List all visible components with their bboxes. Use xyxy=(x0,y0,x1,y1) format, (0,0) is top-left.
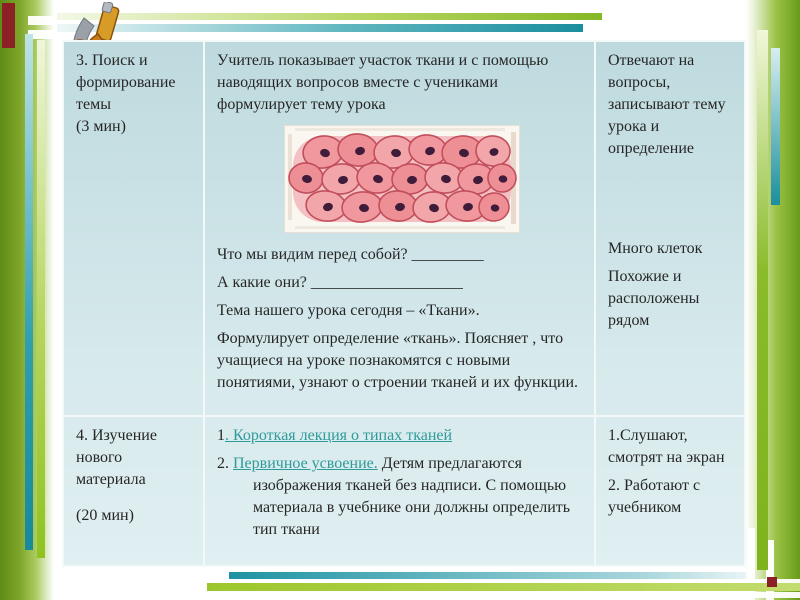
decor-lime-bar-right xyxy=(757,30,768,570)
decor-red-accent-bar xyxy=(2,3,15,48)
stage-duration: (20 мин) xyxy=(76,507,134,524)
decor-lime-bar-bottom xyxy=(207,583,800,591)
question-what-are-they: А какие они? ___________________ xyxy=(217,274,463,291)
lesson-topic-text: Тема нашего урока сегодня – «Ткани». xyxy=(217,302,480,319)
lesson-plan-table xyxy=(62,40,746,567)
teacher-activity-cell-1 xyxy=(205,42,596,417)
answer-similar-cells: Похожие и расположены рядом xyxy=(608,268,700,329)
primary-learning-text: Детям предлагаются изображения тканей без надписи. С помощью материала в учебнике они должны определить тип ткани xyxy=(253,455,571,538)
decor-teal-bar-left xyxy=(25,34,33,550)
item-number: 1 xyxy=(217,427,225,444)
decor-teal-bar-right xyxy=(771,48,780,205)
stage-duration: (3 мин) xyxy=(76,118,126,135)
teacher-activity-text: Учитель показывает участок ткани и с помощью наводящих вопросов вместе с учениками формулирует тему урока xyxy=(217,52,549,113)
lecture-item xyxy=(217,425,582,447)
stage-cell-search-topic xyxy=(64,42,205,417)
decor-white-stripe xyxy=(745,592,800,598)
stage-cell-new-material xyxy=(64,417,205,565)
epithelial-tissue-photo xyxy=(285,126,519,232)
primary-learning-item xyxy=(217,453,582,541)
definition-text: Формулирует определение «ткань». Поясняет , что учащиеся на уроке познакомятся с новыми понятиями, узнают о строении тканей и их функции. xyxy=(217,330,579,391)
student-activity-text: Отвечают на вопросы, записывают тему урока и определение xyxy=(608,52,726,157)
stage-title: 4. Изучение нового материала xyxy=(76,427,157,488)
student-textbook-text: 2. Работают с учебником xyxy=(608,477,701,516)
teacher-activity-cell-2 xyxy=(205,417,596,565)
student-activity-cell-2 xyxy=(596,417,744,565)
primary-learning-link[interactable]: Первичное усвоение. xyxy=(233,455,378,472)
item-number: 2. xyxy=(217,455,233,472)
student-activity-cell-1 xyxy=(596,42,744,417)
lecture-types-link[interactable]: . Короткая лекция о типах тканей xyxy=(225,427,453,444)
decor-teal-bar-bottom xyxy=(229,572,746,579)
answer-many-cells: Много клеток xyxy=(608,240,703,257)
stage-title: 3. Поиск и формирование темы xyxy=(76,52,176,113)
question-what-we-see: Что мы видим перед собой? _________ xyxy=(217,246,484,263)
decor-red-accent-square xyxy=(767,577,777,587)
decor-lime-bar-left xyxy=(37,40,45,558)
student-listen-text: 1.Слушают, смотрят на экран xyxy=(608,427,725,466)
